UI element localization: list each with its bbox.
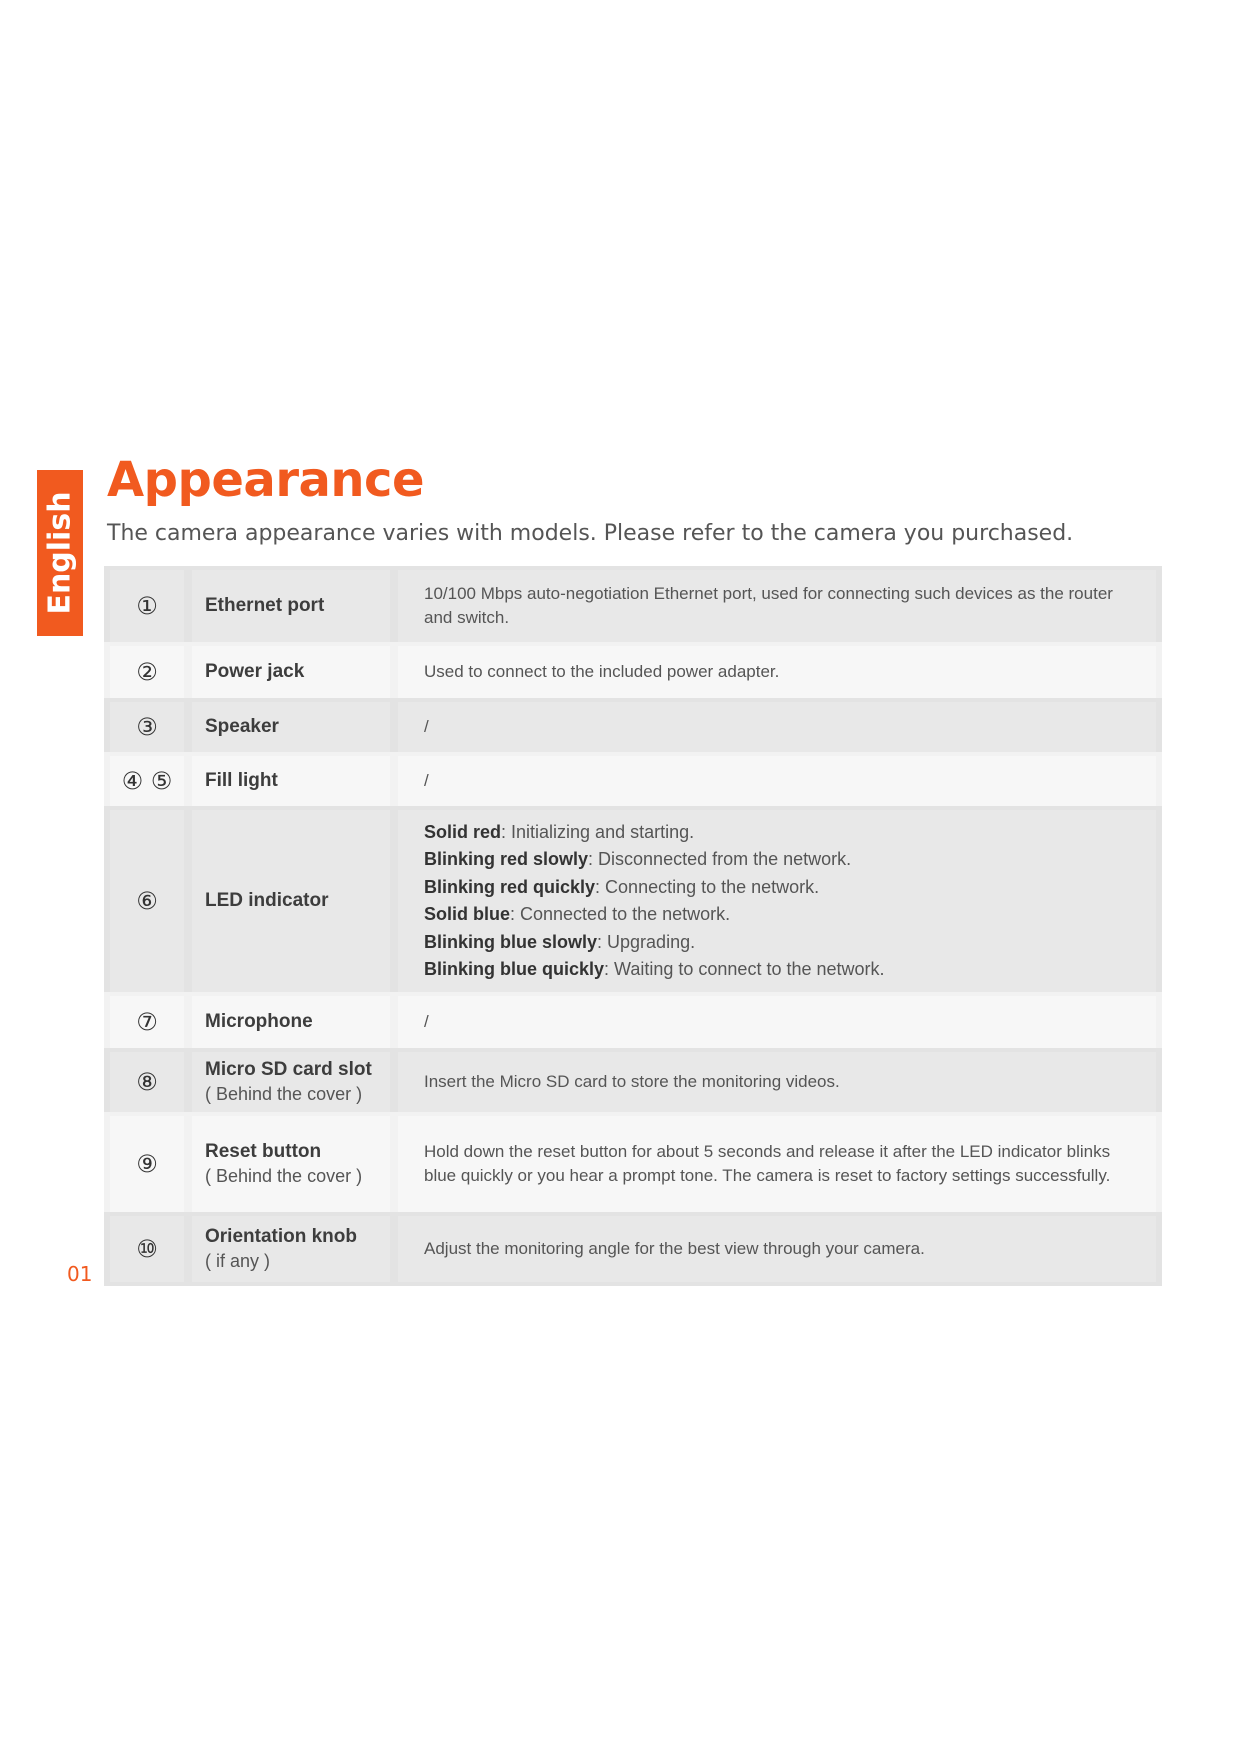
led-state-text: : Connected to the network. <box>510 904 731 924</box>
part-name-cell <box>192 702 390 752</box>
part-description: / <box>398 756 1156 806</box>
part-name-cell <box>192 1052 390 1112</box>
part-description: Used to connect to the included power adapter. <box>398 646 1156 698</box>
part-name: Ethernet port <box>205 595 325 616</box>
led-state-text: : Disconnected from the network. <box>588 849 852 869</box>
part-name-cell <box>192 570 390 642</box>
part-description: 10/100 Mbps auto-negotiation Ethernet port, used for connecting such devices as the router and switch. <box>398 570 1156 642</box>
language-tab-label: English <box>42 491 78 615</box>
led-states <box>398 810 1156 992</box>
part-name: Orientation knob <box>205 1226 357 1247</box>
part-description: Hold down the reset button for about 5 seconds and release it after the LED indicator blinks blue quickly or you hear a prompt tone. The camera is reset to factory settings successfully. <box>398 1116 1156 1212</box>
led-state-label: Solid blue <box>424 904 511 924</box>
led-state-text: : Upgrading. <box>597 931 696 952</box>
part-name-cell <box>192 646 390 698</box>
table-row <box>104 1048 1162 1112</box>
page-subtitle: The camera appearance varies with models. Please refer to the camera you purchased. <box>107 521 1074 546</box>
part-name-cell <box>192 1216 390 1282</box>
part-note: ( Behind the cover ) <box>205 1166 363 1186</box>
part-name-cell <box>192 996 390 1048</box>
appearance-table <box>104 566 1162 1286</box>
led-state-label: Blinking blue slowly <box>424 931 598 952</box>
part-name: Fill light <box>205 770 278 791</box>
table-row <box>104 642 1162 698</box>
led-state-label: Blinking blue quickly <box>424 959 605 979</box>
led-state <box>424 901 1126 929</box>
part-name: Microphone <box>205 1011 313 1032</box>
table-row <box>104 1112 1162 1212</box>
led-state-text: : Connecting to the network. <box>595 876 820 897</box>
part-number: ⑨ <box>110 1116 184 1212</box>
page-number: 01 <box>67 1262 93 1286</box>
part-number: ③ <box>110 702 184 752</box>
part-number: ② <box>110 646 184 698</box>
part-number: ⑧ <box>110 1052 184 1112</box>
table-row <box>104 566 1162 642</box>
led-state <box>424 929 1126 957</box>
part-description: Insert the Micro SD card to store the monitoring videos. <box>398 1052 1156 1112</box>
part-number: ① <box>110 570 184 642</box>
part-name: Micro SD card slot <box>205 1059 372 1080</box>
part-name-cell <box>192 810 390 992</box>
part-name: Speaker <box>205 716 279 737</box>
table-row <box>104 698 1162 752</box>
led-state-label: Blinking red quickly <box>424 876 596 897</box>
table-row <box>104 1212 1162 1286</box>
part-number: ⑩ <box>110 1216 184 1282</box>
led-state-label: Blinking red slowly <box>424 849 589 869</box>
page-title: Appearance <box>107 452 425 508</box>
part-name: Power jack <box>205 661 305 682</box>
part-note: ( if any ) <box>205 1251 271 1271</box>
table-row <box>104 806 1162 992</box>
led-state <box>424 956 1126 984</box>
led-state <box>424 874 1126 902</box>
part-number: ⑦ <box>110 996 184 1048</box>
part-note: ( Behind the cover ) <box>205 1084 363 1104</box>
led-state <box>424 846 1126 874</box>
table-row <box>104 992 1162 1048</box>
part-name-cell <box>192 756 390 806</box>
part-name: Reset button <box>205 1141 322 1162</box>
part-description: / <box>398 996 1156 1048</box>
part-name-cell <box>192 1116 390 1212</box>
led-state-text: : Waiting to connect to the network. <box>604 959 885 979</box>
part-number: ④ ⑤ <box>110 756 184 806</box>
part-number: ⑥ <box>110 810 184 992</box>
led-state-text: : Initializing and starting. <box>501 821 695 842</box>
language-tab <box>37 470 83 636</box>
led-state-label: Solid red <box>424 821 502 842</box>
part-description: Adjust the monitoring angle for the best view through your camera. <box>398 1216 1156 1282</box>
part-description: / <box>398 702 1156 752</box>
table-row <box>104 752 1162 806</box>
part-name: LED indicator <box>205 890 329 911</box>
led-state <box>424 819 1126 847</box>
